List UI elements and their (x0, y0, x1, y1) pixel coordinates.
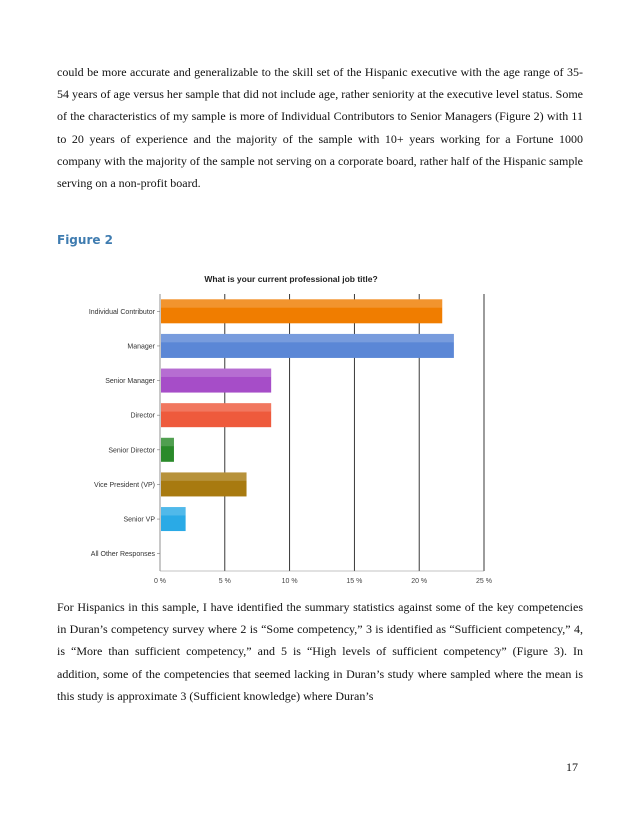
x-tick-label: 0 % (153, 578, 167, 585)
category-label: Director (130, 412, 155, 420)
bar-highlight (161, 438, 174, 446)
x-tick-label: 20 % (411, 578, 428, 585)
chart-title: What is your current professional job title? (204, 274, 378, 284)
figure-heading: Figure 2 (57, 233, 114, 247)
body-paragraph-1: could be more accurate and generalizable to the skill set of the Hispanic executive with the age range of 35-54 years of age versus her sample that did not include age, rather seniority at the executive level status. Some of the characteristics of my sample is more of Individual Contributors to Senior Managers (Figure 2) with 11 to 20 years of experience and the majority of the sample with 10+ years working for a Fortune 1000 company with the majority of the sample not serving on a corporate board, rather half of the Hispanic sample serving on a non-profit board. (57, 65, 583, 191)
x-tick-label: 15 % (346, 578, 363, 585)
category-label: Manager (127, 343, 155, 351)
body-paragraph-2: For Hispanics in this sample, I have identified the summary statistics against some of the key competencies in Duran’s competency survey where 2 is “Some competency,” 3 is identified as “Sufficient competency,” 4, is “More than sufficient competency,” and 5 is “High levels of sufficient competency” (Figure 3). In addition, some of the competencies that seemed lacking in Duran’s study where sampled where the mean is this study is approximate 3 (Sufficient knowledge) where Duran’s (57, 600, 583, 703)
bar-highlight (161, 334, 454, 342)
chart-category-labels (89, 309, 160, 558)
bar-chart (0, 260, 638, 590)
chart-bars (161, 299, 454, 531)
chart-x-tick-labels (154, 578, 492, 585)
bar-highlight (161, 299, 442, 307)
x-tick-label: 10 % (281, 578, 298, 585)
bar-highlight (161, 369, 271, 377)
page-number: 17 (566, 760, 578, 774)
category-label: All Other Responses (90, 551, 155, 559)
category-label: Senior Manager (105, 378, 155, 386)
bar-highlight (161, 472, 247, 480)
category-label: Senior Director (108, 447, 155, 455)
bar-highlight (161, 403, 271, 411)
category-label: Individual Contributor (88, 308, 155, 316)
category-label: Vice President (VP) (94, 481, 155, 489)
x-tick-label: 5 % (218, 578, 231, 585)
category-label: Senior VP (123, 516, 155, 524)
bar-highlight (161, 507, 186, 515)
x-tick-label: 25 % (476, 578, 492, 585)
